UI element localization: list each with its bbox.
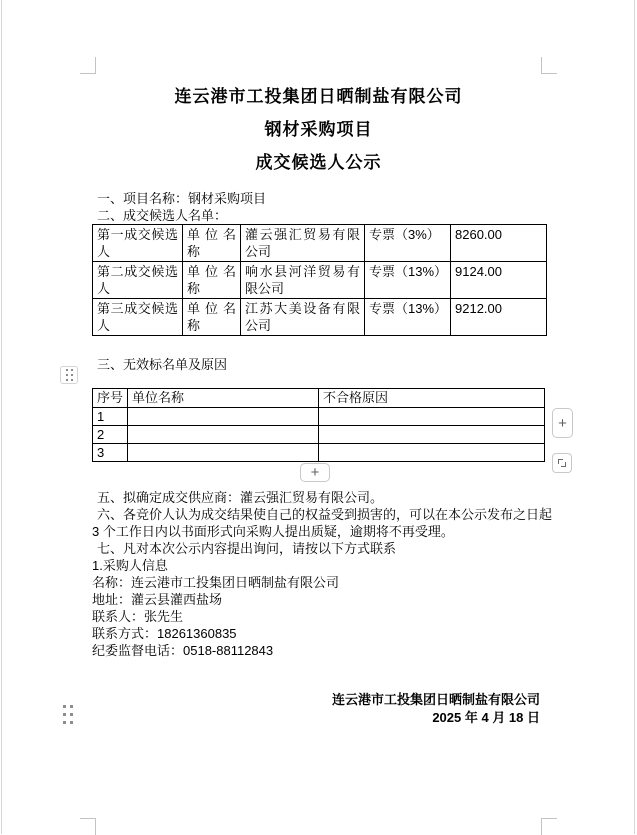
candidate-row: [93, 262, 547, 299]
invoice-type-cell[interactable]: 专票（13%）: [365, 299, 451, 336]
para-contact-intro[interactable]: 七、凡对本次公示内容提出询问，请按以下方式联系: [97, 541, 397, 556]
resize-table-button[interactable]: [552, 453, 572, 473]
invalid-bids-table[interactable]: [92, 388, 545, 462]
company-cell[interactable]: [128, 408, 319, 426]
candidate-row: [93, 299, 547, 336]
para-purchaser-name[interactable]: 名称：连云港市工投集团日晒制盐有限公司: [92, 575, 340, 590]
invalid-bids-header-row: [93, 389, 545, 408]
para-candidates-label[interactable]: 二、成交候选人名单：: [97, 208, 228, 223]
company-cell[interactable]: [128, 444, 319, 462]
para-project-name[interactable]: 一、项目名称：钢材采购项目: [97, 191, 267, 206]
signature-block[interactable]: [92, 691, 540, 726]
para-purchaser-address[interactable]: 地址：灌云县灌西盐场: [92, 592, 223, 607]
para-invalid-bids-label[interactable]: 三、无效标名单及原因: [97, 357, 228, 372]
col-index-header[interactable]: 序号: [93, 389, 128, 408]
reason-cell[interactable]: [319, 408, 545, 426]
field-label-cell[interactable]: 单 位 名称: [183, 262, 241, 299]
index-cell[interactable]: 2: [93, 426, 128, 444]
reason-cell[interactable]: [319, 444, 545, 462]
para-purchaser-info[interactable]: 1.采购人信息: [92, 558, 168, 573]
company-cell[interactable]: [128, 426, 319, 444]
add-row-button[interactable]: [300, 463, 330, 482]
bid-price-cell[interactable]: 9212.00: [451, 299, 547, 336]
resize-table-icon: [553, 454, 571, 472]
candidate-row: [93, 225, 547, 262]
margin-corner-top-right: [541, 57, 557, 74]
company-name-cell[interactable]: 灌云强汇贸易有限公司: [241, 225, 365, 262]
plus-icon: +: [558, 414, 567, 432]
candidate-rank-cell[interactable]: 第二成交候选人: [93, 262, 183, 299]
company-name-cell[interactable]: 响水县河洋贸易有限公司: [241, 262, 365, 299]
doc-title-company[interactable]: 连云港市工投集团日晒制盐有限公司: [174, 87, 463, 106]
margin-corner-bottom-right: [541, 818, 557, 835]
invalid-bid-row: [93, 444, 545, 462]
candidate-rank-cell[interactable]: 第三成交候选人: [93, 299, 183, 336]
doc-title-project[interactable]: 钢材采购项目: [264, 120, 373, 139]
table-drag-handle-button[interactable]: [60, 366, 78, 384]
para-contact-phone[interactable]: 联系方式：18261360835: [92, 626, 237, 641]
para-contact-person[interactable]: 联系人：张先生: [92, 609, 184, 624]
plus-icon: +: [310, 464, 320, 481]
index-cell[interactable]: 1: [93, 408, 128, 426]
signature-company[interactable]: 连云港市工投集团日晒制盐有限公司: [331, 692, 540, 707]
candidates-table[interactable]: [92, 224, 547, 336]
index-cell[interactable]: 3: [93, 444, 128, 462]
field-label-cell[interactable]: 单 位 名称: [183, 225, 241, 262]
col-company-header[interactable]: 单位名称: [128, 389, 319, 408]
invoice-type-cell[interactable]: 专票（3%）: [365, 225, 451, 262]
reason-cell[interactable]: [319, 426, 545, 444]
field-label-cell[interactable]: 单 位 名称: [183, 299, 241, 336]
add-column-button[interactable]: [552, 408, 573, 438]
candidate-rank-cell[interactable]: 第一成交候选人: [93, 225, 183, 262]
para-objection-2[interactable]: 3 个工作日内以书面形式向采购人提出质疑，逾期将不再受理。: [92, 524, 454, 539]
doc-title-announcement[interactable]: 成交候选人公示: [255, 153, 382, 172]
block-drag-handle[interactable]: [63, 705, 73, 725]
para-supervision-phone[interactable]: 纪委监督电话：0518-88112843: [92, 643, 274, 658]
margin-corner-bottom-left: [80, 818, 96, 835]
grid-dots-icon: [66, 369, 73, 381]
invalid-bid-row: [93, 426, 545, 444]
col-reason-header[interactable]: 不合格原因: [319, 389, 545, 408]
invalid-bid-row: [93, 408, 545, 426]
para-objection-1[interactable]: 六、各竞价人认为成交结果使自己的权益受到损害的，可以在本公示发布之日起: [97, 507, 553, 522]
invoice-type-cell[interactable]: 专票（13%）: [365, 262, 451, 299]
company-name-cell[interactable]: 江苏大美设备有限公司: [241, 299, 365, 336]
margin-corner-top-left: [80, 57, 96, 74]
signature-date[interactable]: 2025 年 4 月 18 日: [432, 709, 540, 725]
para-supplier[interactable]: 五、拟确定成交供应商：灌云强汇贸易有限公司。: [97, 490, 384, 505]
bid-price-cell[interactable]: 9124.00: [451, 262, 547, 299]
bid-price-cell[interactable]: 8260.00: [451, 225, 547, 262]
